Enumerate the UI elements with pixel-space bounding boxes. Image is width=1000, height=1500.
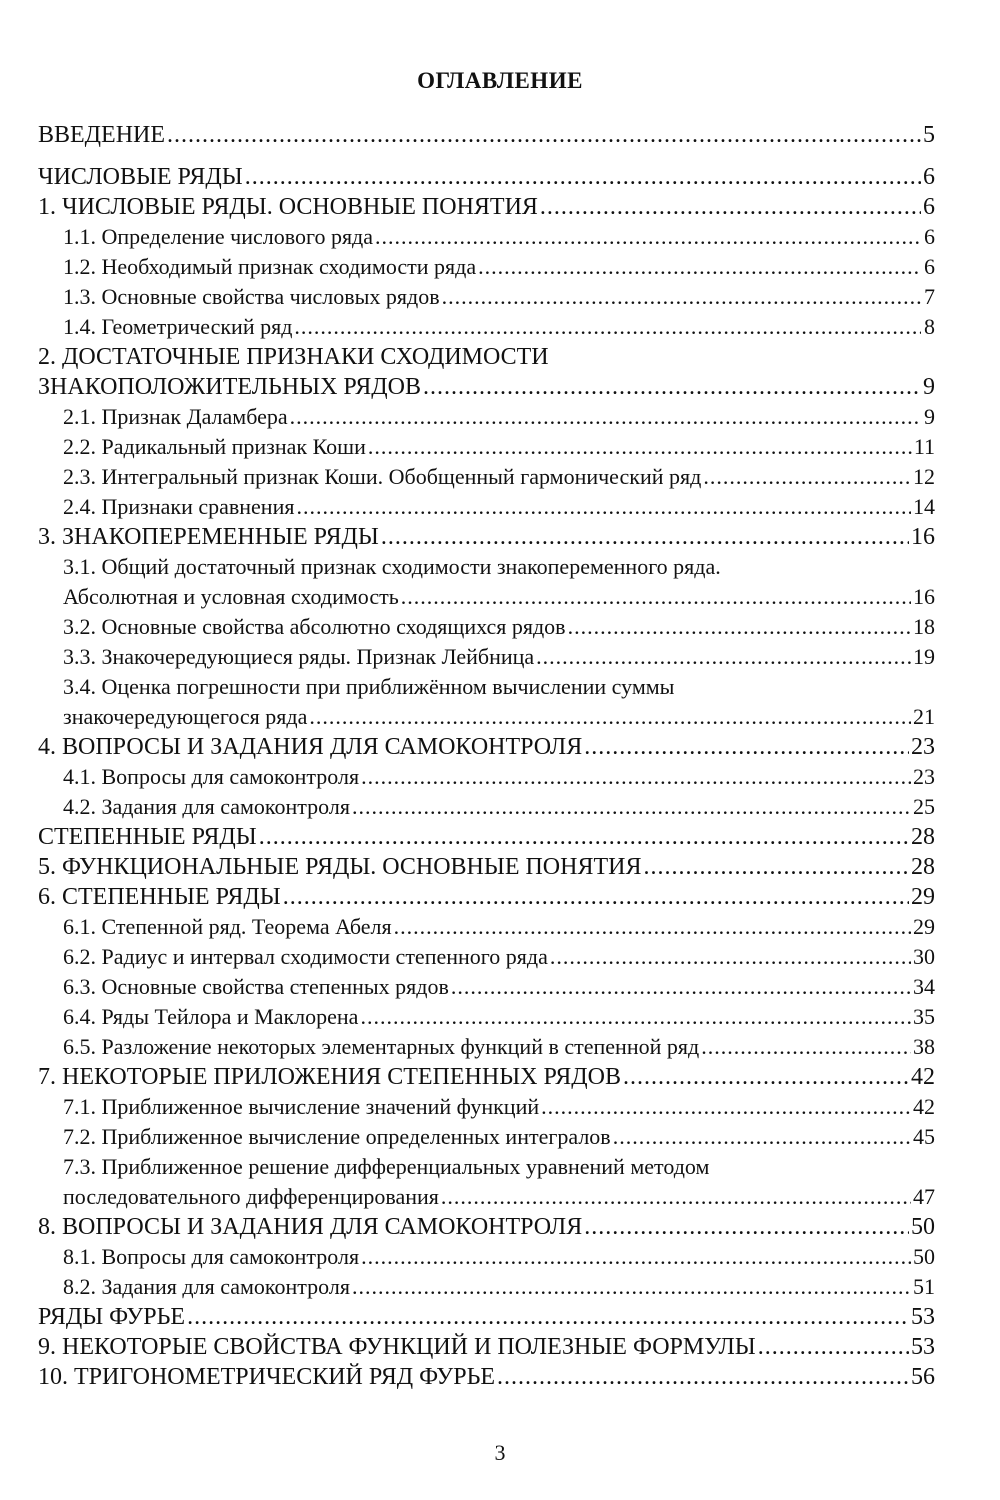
toc-entry[interactable] bbox=[38, 942, 935, 972]
toc-entry-page: 50 bbox=[911, 1214, 935, 1240]
leader-dots bbox=[701, 1032, 911, 1062]
leader-dots bbox=[352, 1272, 911, 1302]
toc-entry[interactable] bbox=[38, 1182, 935, 1212]
leader-dots bbox=[290, 402, 921, 432]
toc-entry-label: 6.1. Степенной ряд. Теорема Абеля bbox=[63, 914, 392, 939]
toc-entry-label: 1.2. Необходимый признак сходимости ряда bbox=[63, 254, 477, 279]
toc-entry[interactable] bbox=[38, 1002, 935, 1032]
toc-entry[interactable] bbox=[38, 1272, 935, 1302]
toc-entry-page: 6 bbox=[923, 164, 935, 190]
toc-entry-page: 28 bbox=[911, 824, 935, 850]
toc-entry-page: 8 bbox=[924, 314, 935, 339]
leader-dots bbox=[550, 942, 911, 972]
toc-entry[interactable] bbox=[38, 1242, 935, 1272]
toc-entry-page: 12 bbox=[913, 464, 935, 489]
toc-entry-label: 10. ТРИГОНОМЕТРИЧЕСКИЙ РЯД ФУРЬЕ bbox=[38, 1364, 496, 1390]
leader-dots bbox=[294, 312, 921, 342]
toc-entry-label: 9. НЕКОТОРЫЕ СВОЙСТВА ФУНКЦИЙ И ПОЛЕЗНЫЕ ФОРМУЛЫ bbox=[38, 1334, 756, 1360]
toc-entry-page: 9 bbox=[923, 374, 935, 400]
toc-entry-page: 25 bbox=[913, 794, 935, 819]
toc-entry-label: 8.1. Вопросы для самоконтроля bbox=[63, 1244, 360, 1269]
leader-dots bbox=[361, 762, 911, 792]
toc-entry-label: 3.3. Знакочередующиеся ряды. Признак Лейбница bbox=[63, 644, 535, 669]
toc-entry[interactable] bbox=[38, 642, 935, 672]
toc-entry-page: 16 bbox=[911, 524, 935, 550]
toc-entry[interactable] bbox=[38, 432, 935, 462]
toc-entry[interactable] bbox=[38, 582, 935, 612]
toc-entry-label: 6.5. Разложение некоторых элементарных функций в степенной ряд bbox=[63, 1034, 700, 1059]
leader-dots bbox=[441, 1182, 911, 1212]
toc-entry-page: 53 bbox=[911, 1334, 935, 1360]
toc-entry-label: знакочередующегося ряда bbox=[63, 704, 308, 729]
toc-entry-label: 7. НЕКОТОРЫЕ ПРИЛОЖЕНИЯ СТЕПЕННЫХ РЯДОВ bbox=[38, 1064, 622, 1090]
toc-entry-label: 3.2. Основные свойства абсолютно сходящихся рядов bbox=[63, 614, 566, 639]
leader-dots bbox=[296, 492, 911, 522]
toc-entry[interactable] bbox=[38, 402, 935, 432]
toc-entry-page: 53 bbox=[911, 1304, 935, 1330]
leader-dots bbox=[187, 1302, 909, 1332]
leader-dots bbox=[401, 582, 911, 612]
toc-entry-page: 18 bbox=[913, 614, 935, 639]
toc-entry-label: 8. ВОПРОСЫ И ЗАДАНИЯ ДЛЯ САМОКОНТРОЛЯ bbox=[38, 1214, 583, 1240]
toc-entry[interactable] bbox=[38, 1362, 935, 1392]
toc-entry-label: 6.2. Радиус и интервал сходимости степенного ряда bbox=[63, 944, 548, 969]
toc-entry-page: 29 bbox=[911, 884, 935, 910]
toc-entry-label: РЯДЫ ФУРЬЕ bbox=[38, 1304, 186, 1330]
toc-entry-page: 7 bbox=[924, 284, 935, 309]
toc-entry[interactable] bbox=[38, 912, 935, 942]
toc-entry-label: 6.3. Основные свойства степенных рядов bbox=[63, 974, 449, 999]
toc-entry-page: 56 bbox=[911, 1364, 935, 1390]
toc-entry[interactable] bbox=[38, 522, 935, 552]
toc-entry-label: 4. ВОПРОСЫ И ЗАДАНИЯ ДЛЯ САМОКОНТРОЛЯ bbox=[38, 734, 583, 760]
toc-entry-label: 2.4. Признаки сравнения bbox=[63, 494, 295, 519]
toc-entry[interactable] bbox=[38, 1032, 935, 1062]
leader-dots bbox=[360, 1002, 911, 1032]
toc-entry[interactable] bbox=[38, 1212, 935, 1242]
leader-dots bbox=[309, 702, 911, 732]
toc-entry[interactable] bbox=[38, 1302, 935, 1332]
toc-entry-label: 3. ЗНАКОПЕРЕМЕННЫЕ РЯДЫ bbox=[38, 524, 379, 550]
toc-entry-label: последовательного дифференцирования bbox=[63, 1184, 439, 1209]
leader-dots bbox=[497, 1362, 909, 1392]
toc-entry[interactable] bbox=[38, 162, 935, 192]
toc-entry-label: 1.4. Геометрический ряд bbox=[63, 314, 293, 339]
toc-entry-label: 4.1. Вопросы для самоконтроля bbox=[63, 764, 360, 789]
toc-entry-page: 6 bbox=[923, 194, 935, 220]
toc-entry-label: 1.1. Определение числового ряда bbox=[63, 224, 374, 249]
leader-dots bbox=[478, 252, 921, 282]
toc-entry-page: 42 bbox=[911, 1064, 935, 1090]
leader-dots bbox=[703, 462, 911, 492]
toc-entry-label: ЧИСЛОВЫЕ РЯДЫ bbox=[38, 164, 243, 190]
toc-entry[interactable] bbox=[38, 252, 935, 282]
toc-entry[interactable] bbox=[38, 1092, 935, 1122]
toc-entry-label: Абсолютная и условная сходимость bbox=[63, 584, 399, 609]
toc-entry-page: 29 bbox=[913, 914, 935, 939]
toc-entry-page: 23 bbox=[913, 764, 935, 789]
leader-dots bbox=[381, 522, 909, 552]
toc-entry-label: 2. ДОСТАТОЧНЫЕ ПРИЗНАКИ СХОДИМОСТИ bbox=[38, 344, 549, 370]
leader-dots bbox=[758, 1332, 909, 1362]
toc-entry-label: 6. СТЕПЕННЫЕ РЯДЫ bbox=[38, 884, 281, 910]
leader-dots bbox=[623, 1062, 909, 1092]
toc-entry-page: 21 bbox=[913, 704, 935, 729]
toc-entry-label: 7.2. Приближенное вычисление определенных интегралов bbox=[63, 1124, 611, 1149]
leader-dots bbox=[584, 732, 909, 762]
toc-entry-label: 7.3. Приближенное решение дифференциальных уравнений методом bbox=[63, 1154, 710, 1179]
toc-entry[interactable] bbox=[38, 192, 935, 222]
toc-entry[interactable] bbox=[38, 612, 935, 642]
toc-entry-page: 30 bbox=[913, 944, 935, 969]
toc-entry-label: 2.2. Радикальный признак Коши bbox=[63, 434, 366, 459]
toc-entry[interactable] bbox=[38, 882, 935, 912]
toc-entry[interactable] bbox=[38, 282, 935, 312]
toc-entry-page: 28 bbox=[911, 854, 935, 880]
page-number: 3 bbox=[494, 1440, 506, 1465]
leader-dots bbox=[375, 222, 921, 252]
leader-dots bbox=[451, 972, 911, 1002]
toc-entry-label: 4.2. Задания для самоконтроля bbox=[63, 794, 350, 819]
toc-entry-page: 16 bbox=[913, 584, 935, 609]
toc-entry[interactable] bbox=[38, 1332, 935, 1362]
toc-entry-line1[interactable] bbox=[38, 552, 935, 582]
toc-entry[interactable] bbox=[38, 492, 935, 522]
toc-entry-page: 9 bbox=[924, 404, 935, 429]
toc-entry[interactable] bbox=[38, 762, 935, 792]
leader-dots bbox=[283, 882, 909, 912]
toc-entry[interactable] bbox=[38, 972, 935, 1002]
toc-entry[interactable] bbox=[38, 372, 935, 402]
toc-entry[interactable] bbox=[38, 222, 935, 252]
leader-dots bbox=[259, 822, 909, 852]
toc-entry-page: 34 bbox=[913, 974, 935, 999]
page-title: ОГЛАВЛЕНИЕ bbox=[417, 68, 583, 93]
leader-dots bbox=[245, 162, 921, 192]
toc-entry-label: 3.4. Оценка погрешности при приближённом вычислении суммы bbox=[63, 674, 675, 699]
toc-entry-page: 45 bbox=[913, 1124, 935, 1149]
toc-entry-label: ЗНАКОПОЛОЖИТЕЛЬНЫХ РЯДОВ bbox=[38, 374, 421, 400]
toc-entry-page: 6 bbox=[924, 254, 935, 279]
leader-dots bbox=[423, 372, 921, 402]
toc-entry-line1[interactable] bbox=[38, 672, 935, 702]
leader-dots bbox=[613, 1122, 911, 1152]
toc-entry-line1[interactable] bbox=[38, 1152, 935, 1182]
toc-entry-page: 51 bbox=[913, 1274, 935, 1299]
leader-dots bbox=[584, 1212, 909, 1242]
leader-dots bbox=[361, 1242, 911, 1272]
toc-entry[interactable] bbox=[38, 822, 935, 852]
toc-entry-label: 2.3. Интегральный признак Коши. Обобщенный гармонический ряд bbox=[63, 464, 702, 489]
toc-entry[interactable] bbox=[38, 120, 935, 150]
toc-entry[interactable] bbox=[38, 702, 935, 732]
leader-dots bbox=[536, 642, 911, 672]
toc-entry-page: 11 bbox=[913, 434, 935, 459]
toc-entry-label: ВВЕДЕНИЕ bbox=[38, 122, 166, 148]
toc-entry-page: 5 bbox=[923, 122, 935, 148]
toc-entry-page: 35 bbox=[913, 1004, 935, 1029]
toc-entry-label: 7.1. Приближенное вычисление значений функций bbox=[63, 1094, 540, 1119]
toc-entry[interactable] bbox=[38, 852, 935, 882]
toc-entry-page: 47 bbox=[913, 1184, 935, 1209]
leader-dots bbox=[167, 120, 921, 150]
toc-entry-line1[interactable] bbox=[38, 342, 935, 372]
toc-entry-page: 42 bbox=[913, 1094, 935, 1119]
toc-entry-page: 50 bbox=[913, 1244, 935, 1269]
toc-entry-label: 2.1. Признак Даламбера bbox=[63, 404, 288, 429]
toc-entry[interactable] bbox=[38, 792, 935, 822]
toc-entry[interactable] bbox=[38, 1062, 935, 1092]
toc-entry-label: 5. ФУНКЦИОНАЛЬНЫЕ РЯДЫ. ОСНОВНЫЕ ПОНЯТИЯ bbox=[38, 854, 642, 880]
toc-entry[interactable] bbox=[38, 732, 935, 762]
table-of-contents bbox=[38, 120, 935, 1392]
toc-entry-label: 8.2. Задания для самоконтроля bbox=[63, 1274, 350, 1299]
leader-dots bbox=[643, 852, 909, 882]
toc-entry[interactable] bbox=[38, 462, 935, 492]
leader-dots bbox=[541, 1092, 911, 1122]
toc-entry[interactable] bbox=[38, 312, 935, 342]
toc-entry-label: 3.1. Общий достаточный признак сходимости знакопеременного ряда. bbox=[63, 554, 721, 579]
leader-dots bbox=[394, 912, 911, 942]
toc-entry-label: 1.3. Основные свойства числовых рядов bbox=[63, 284, 440, 309]
toc-entry-label: СТЕПЕННЫЕ РЯДЫ bbox=[38, 824, 257, 850]
leader-dots bbox=[568, 612, 911, 642]
leader-dots bbox=[442, 282, 921, 312]
toc-entry[interactable] bbox=[38, 1122, 935, 1152]
toc-entry-label: 6.4. Ряды Тейлора и Маклорена bbox=[63, 1004, 359, 1029]
leader-dots bbox=[352, 792, 911, 822]
leader-dots bbox=[540, 192, 921, 222]
toc-entry-page: 19 bbox=[913, 644, 935, 669]
toc-entry-page: 6 bbox=[924, 224, 935, 249]
leader-dots bbox=[368, 432, 912, 462]
toc-entry-page: 38 bbox=[913, 1034, 935, 1059]
toc-entry-page: 23 bbox=[911, 734, 935, 760]
toc-entry-label: 1. ЧИСЛОВЫЕ РЯДЫ. ОСНОВНЫЕ ПОНЯТИЯ bbox=[38, 194, 538, 220]
toc-entry-page: 14 bbox=[913, 494, 935, 519]
